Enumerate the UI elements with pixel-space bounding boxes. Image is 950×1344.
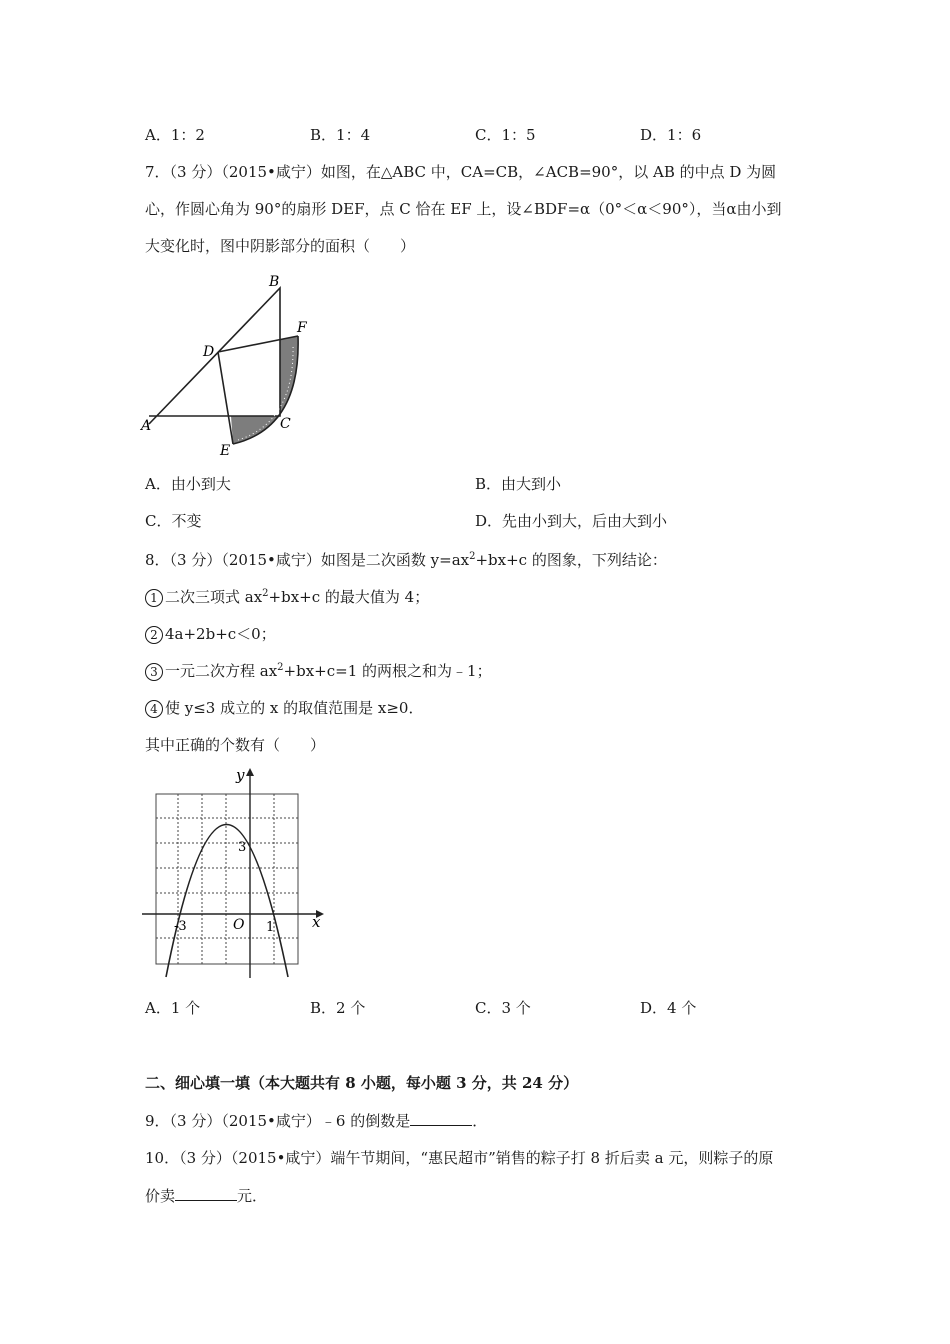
q9-text: [145, 1110, 487, 1131]
q9-answer-blank[interactable]: [410, 1110, 472, 1126]
parabola-curve: [166, 825, 288, 978]
q10-answer-blank[interactable]: [175, 1185, 237, 1201]
q10-text-line-2: [145, 1185, 267, 1206]
q8-line1-pre: 8．（3 分）（2015•咸宁）如图是二次函数 y=ax: [145, 551, 470, 569]
q8-s2-text: 4a+2b+c＜0；: [165, 625, 276, 643]
tick-label-1: 1: [266, 920, 275, 935]
q8-question: 其中正确的个数有（ ）: [145, 736, 326, 754]
q8-parabola-graph: [140, 762, 330, 982]
q8-s3-post: +bx+c=1 的两根之和为﹣1；: [283, 662, 492, 680]
label-b: B: [269, 274, 280, 290]
q8-statement-2: [145, 624, 276, 644]
label-a: A: [141, 418, 152, 434]
q6-option-a: A．1：2: [145, 126, 205, 144]
y-axis-arrow: [246, 768, 254, 776]
label-f: F: [297, 320, 307, 336]
q10-text-line-1: 10．（3 分）（2015•咸宁）端午节期间，“惠民超市”销售的粽子打 8 折后卖 a 元，则粽子的原: [145, 1149, 774, 1167]
circled-number-4: 4: [145, 700, 163, 718]
q6-option-b: B．1：4: [310, 126, 371, 144]
q8-s1-sup: 2: [262, 588, 269, 599]
q6-option-c: C．1：5: [475, 126, 536, 144]
q8-option-c: C．3 个: [475, 999, 531, 1017]
q9-text-post: ．: [472, 1112, 488, 1130]
q8-option-a: A．1 个: [145, 999, 201, 1017]
origin-label: O: [233, 917, 245, 933]
q7-option-d: D．先由小到大，后由大到小: [475, 512, 668, 530]
q8-s1-post: +bx+c 的最大值为 4；: [268, 588, 430, 606]
q8-s4-text: 使 y≤3 成立的 x 的取值范围是 x≥0．: [165, 699, 424, 717]
q7-option-c: C．不变: [145, 512, 202, 530]
q7-text-line-3: 大变化时，图中阴影部分的面积（ ）: [145, 237, 416, 255]
circled-number-3: 3: [145, 663, 163, 681]
section-2-title: 二、细心填一填（本大题共有 8 小题，每小题 3 分，共 24 分）: [145, 1074, 579, 1092]
q8-s3-sup: 2: [277, 662, 284, 673]
x-axis-label: x: [312, 913, 321, 931]
circled-number-1: 1: [145, 589, 163, 607]
y-axis-label: y: [236, 766, 245, 784]
tick-label-3: 3: [238, 840, 247, 855]
label-c: C: [280, 416, 291, 432]
q8-option-d: D．4 个: [640, 999, 697, 1017]
q8-text-line-1: [145, 550, 667, 570]
q7-option-b: B．由大到小: [475, 475, 562, 493]
q8-line1-sup: 2: [469, 551, 476, 562]
label-d: D: [203, 344, 215, 360]
q8-s1-pre: 二次三项式 ax: [165, 588, 263, 606]
radius-de: [218, 352, 233, 444]
q6-option-d: D．1：6: [640, 126, 702, 144]
q8-option-b: B．2 个: [310, 999, 366, 1017]
q10-line2-post: 元．: [237, 1187, 268, 1205]
q8-statement-4: [145, 698, 423, 718]
q7-text-line-2: 心，作圆心角为 90°的扇形 DEF，点 C 恰在 EF 上，设∠BDF=α（0°＜α＜90°），当α由小到: [145, 200, 782, 218]
label-e: E: [220, 443, 231, 459]
q8-line1-post: +bx+c 的图象，下列结论：: [475, 551, 667, 569]
q8-statement-1: [145, 587, 429, 607]
q7-text-line-1: 7．（3 分）（2015•咸宁）如图，在△ABC 中，CA=CB，∠ACB=90°，以 AB 的中点 D 为圆: [145, 163, 777, 181]
q7-geometry-figure: [135, 268, 335, 468]
q8-statement-3: [145, 661, 492, 681]
circled-number-2: 2: [145, 626, 163, 644]
triangle-abc: [149, 288, 280, 424]
q10-line2-pre: 价卖: [145, 1187, 176, 1205]
q8-s3-pre: 一元二次方程 ax: [165, 662, 278, 680]
tick-label-minus-3: -3: [174, 919, 187, 934]
q7-option-a: A．由小到大: [145, 475, 231, 493]
q9-text-pre: 9．（3 分）（2015•咸宁）﹣6 的倒数是: [145, 1112, 411, 1130]
